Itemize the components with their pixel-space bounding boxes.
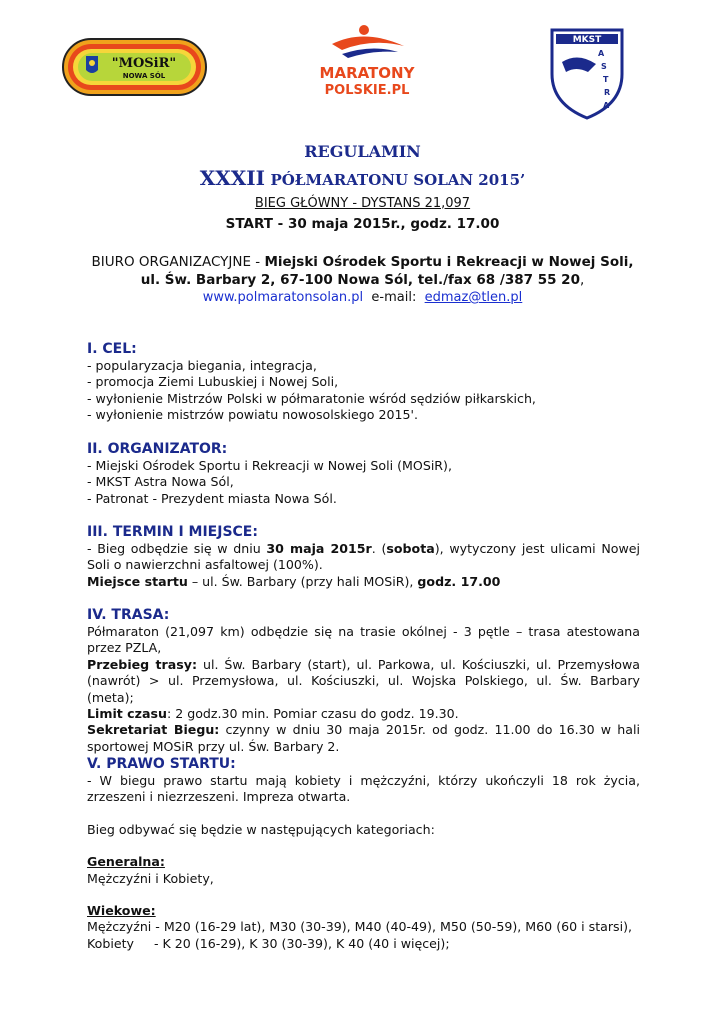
miejsce-time: godz. 17.00 xyxy=(417,573,501,589)
biuro-line-3 xyxy=(0,290,725,305)
section-heading-cel: I. CEL: xyxy=(87,341,137,357)
astra-letter-5: A xyxy=(603,101,610,110)
mkst-logo-text: MKST xyxy=(572,35,602,45)
termin-text: . ( xyxy=(371,541,387,556)
maratony-logo-line2: POLSKIE.PL xyxy=(324,83,410,98)
przebieg-trasy xyxy=(87,657,640,706)
termin-paragraph xyxy=(87,541,640,574)
sekretariat-label: Sekretariat Biegu: xyxy=(87,722,220,738)
limit-czasu xyxy=(87,706,640,722)
section-heading-trasa: IV. TRASA: xyxy=(87,607,170,623)
section-heading-termin: III. TERMIN I MIEJSCE: xyxy=(87,524,258,540)
section-termin xyxy=(87,523,640,590)
maratony-logo-line1: MARATONY xyxy=(319,64,415,82)
biuro-address: ul. Św. Barbary 2, 67-100 Nowa Sól, tel./fax 68 /387 55 20 xyxy=(140,272,580,288)
biuro-label: BIURO ORGANIZACYJNE - xyxy=(91,254,265,270)
start-info: START - 30 maja 2015r., godz. 17.00 xyxy=(225,216,500,232)
astra-letter-4: R xyxy=(604,88,611,97)
document-title xyxy=(0,166,725,190)
termin-text: - Bieg odbędzie się w dniu xyxy=(87,541,267,556)
limit-text: : 2 godz.30 min. Pomiar czasu do godz. 19.30. xyxy=(166,706,459,722)
termin-text: ), wytyczony jest ulicami Nowej Soli o nawierzchni asfaltowej (100%). xyxy=(87,541,640,573)
astra-letter-1: A xyxy=(598,49,605,58)
wiekowe-kobiety: Kobiety - K 20 (16-29), K 30 (30-39), K 40 (40 i więcej); xyxy=(87,935,450,951)
wiekowe-mezczyzni: Mężczyźni - M20 (16-29 lat), M30 (30-39), M40 (40-49), M50 (50-59), M60 (60 i starsi), xyxy=(87,919,633,935)
kategorie-intro: Bieg odbywać się będzie w następujących kategoriach: xyxy=(87,821,435,837)
section-heading-prawo: V. PRAWO STARTU: xyxy=(87,756,236,772)
sekretariat-biegu xyxy=(87,722,640,755)
mosir-logo xyxy=(62,38,207,96)
list-item: - popularyzacja biegania, integracja, xyxy=(87,358,317,373)
mosir-logo-subtext: NOWA SÓL xyxy=(122,72,166,80)
przebieg-label: Przebieg trasy: xyxy=(87,656,198,672)
title-number: XXXII xyxy=(199,166,265,190)
biuro-line-2 xyxy=(0,272,725,288)
document-subtitle: BIEG GŁÓWNY - DYSTANS 21,097 xyxy=(254,196,471,211)
miejsce-startu xyxy=(87,574,640,590)
section-heading-organizator: II. ORGANIZATOR: xyxy=(87,441,228,457)
website-link[interactable]: www.polmaratonsolan.pl xyxy=(202,290,364,305)
document-heading: REGULAMIN xyxy=(304,142,421,161)
list-item: - wyłonienie mistrzów powiatu nowosolskiego 2015'. xyxy=(87,407,419,423)
miejsce-text: – ul. Św. Barbary (przy hali MOSiR), xyxy=(187,573,418,589)
prawo-paragraph: - W biegu prawo startu mają kobiety i mężczyźni, którzy ukończyli 18 rok życia, zrzeszeni i niezrzeszeni. Impreza otwarta. xyxy=(87,773,640,805)
miejsce-label: Miejsce startu xyxy=(87,573,188,589)
maratony-polskie-logo xyxy=(312,22,422,102)
logo-bar xyxy=(0,0,725,130)
biuro-line-1 xyxy=(0,254,725,270)
generalna-text: Mężczyźni i Kobiety, xyxy=(87,870,214,886)
list-item: - Miejski Ośrodek Sportu i Rekreacji w Nowej Soli (MOSiR), xyxy=(87,458,452,473)
termin-date: 30 maja 2015r xyxy=(266,541,372,556)
astra-letter-3: T xyxy=(603,75,609,84)
section-trasa xyxy=(87,606,640,755)
list-item: - promocja Ziemi Lubuskiej i Nowej Soli, xyxy=(87,374,339,390)
list-item: - Patronat - Prezydent miasta Nowa Sól. xyxy=(87,490,337,506)
list-item: - wyłonienie Mistrzów Polski w półmaratonie wśród sędziów piłkarskich, xyxy=(87,390,536,406)
title-text: PÓŁMARATONU SOLAN 2015’ xyxy=(270,171,526,189)
section-prawo-startu xyxy=(87,755,640,952)
section-organizator xyxy=(87,440,640,507)
limit-label: Limit czasu xyxy=(87,706,167,722)
trasa-paragraph: Półmaraton (21,097 km) odbędzie się na trasie okólnej - 3 pętle – trasa atestowana przez PZLA, xyxy=(87,624,640,656)
list-item: - MKST Astra Nowa Sól, xyxy=(87,474,234,490)
sekretariat-text: czynny w dniu 30 maja 2015r. od godz. 11.00 do 16.30 w hali sportowej MOSiR przy ul. Św. Barbary 2. xyxy=(87,722,640,754)
section-cel xyxy=(87,340,640,424)
generalna-label: Generalna: xyxy=(87,854,165,870)
mkst-astra-logo xyxy=(548,22,626,122)
email-link[interactable]: edmaz@tlen.pl xyxy=(424,290,523,305)
biuro-address-tail: , xyxy=(579,272,585,288)
astra-letter-2: S xyxy=(601,62,607,71)
termin-day: sobota xyxy=(386,541,435,556)
mosir-logo-text: "MOSiR" xyxy=(111,56,177,71)
przebieg-text: ul. Św. Barbary (start), ul. Parkowa, ul. Kościuszki, ul. Przemysłowa (nawrót) > ul. Przemysłowa, ul. Kościuszki, ul. Wojska Polskiego, ul. Św. Barbary (meta); xyxy=(87,656,640,705)
biuro-name: Miejski Ośrodek Sportu i Rekreacji w Nowej Soli, xyxy=(264,254,634,270)
email-label: e-mail: xyxy=(371,290,417,305)
wiekowe-label: Wiekowe: xyxy=(87,903,156,919)
